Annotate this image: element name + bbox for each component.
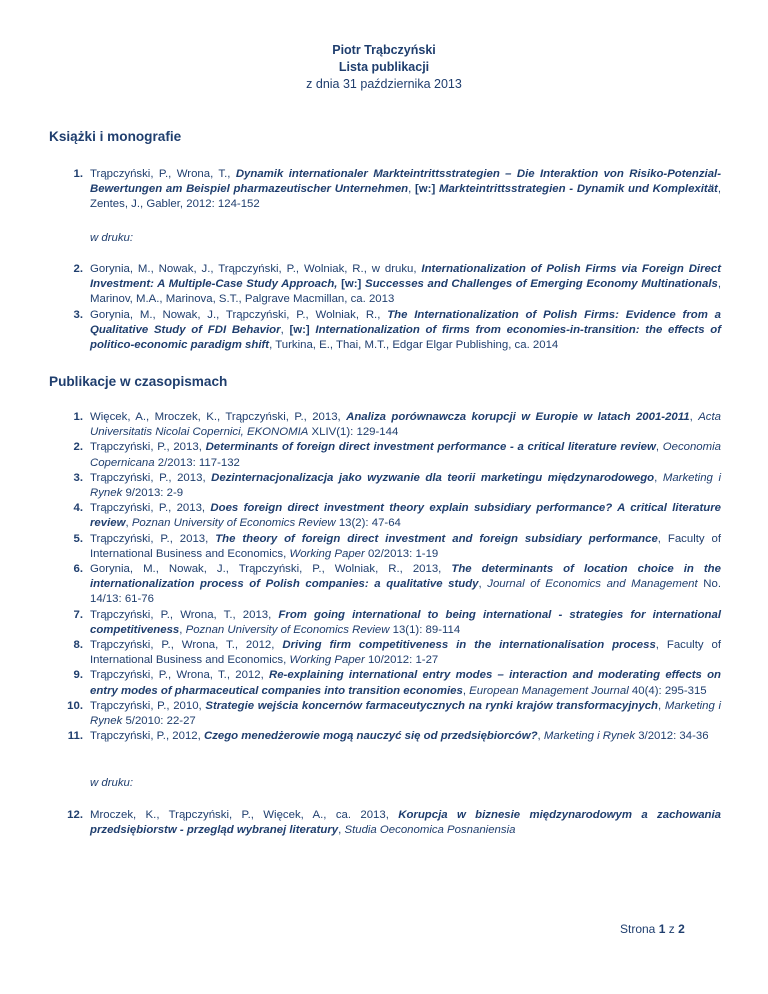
journal-item (49, 699, 721, 729)
item-rest: 2/2013: 117-132 (154, 456, 240, 469)
journal-item (49, 608, 721, 638)
item-authors: Mroczek, K., Trąpczyński, P., Więcek, A., ca. 2013, (90, 809, 399, 821)
item-authors: Gorynia, M., Nowak, J., Trąpczyński, P., Wolniak, R., w druku, (90, 263, 422, 275)
item-separator: , (537, 730, 544, 743)
item-authors: Trąpczyński, P., 2010, (90, 699, 206, 712)
item-rest: 13(1): 89-114 (389, 623, 461, 636)
item-journal: Oeconomia Copernicana (90, 441, 721, 469)
item-book-title: Successes and Challenges of Emerging Economy Multinationals (364, 278, 718, 291)
item-rest: , Zentes, J., Gabler, 2012: 124-152 (90, 183, 721, 211)
journal-item (49, 501, 721, 531)
item-journal: Studia Oeconomica Posnaniensia (344, 824, 516, 837)
item-rest: , Marinov, M.A., Marinova, S.T., Palgrave Macmillan, ca. 2013 (90, 278, 722, 306)
item-number: 6. (73, 563, 83, 576)
item-separator: , (125, 517, 132, 530)
item-authors: Trąpczyński, P., 2013, (90, 441, 206, 454)
item-number: 2. (73, 441, 83, 454)
journal-item (49, 562, 721, 608)
item-rest: No. 14/13: 61-76 (90, 578, 722, 606)
item-separator: , (408, 183, 416, 196)
item-number: 12. (67, 809, 83, 821)
footer-page-total: 2 (678, 922, 685, 936)
item-authors: Trąpczyński, P., 2013, (90, 471, 212, 484)
books-in-press-list (49, 262, 721, 353)
item-number: 5. (73, 532, 83, 545)
document-title: Lista publikacji (338, 60, 430, 74)
book-item (49, 308, 721, 354)
item-number: 7. (73, 608, 83, 621)
journal-item (49, 410, 721, 440)
item-number: 2. (73, 263, 83, 275)
item-journal: Working Paper (289, 654, 365, 667)
item-separator: , (478, 578, 488, 591)
item-title: The Internationalization of Polish Firms: Evidence from a Qualitative Study of FDI Behavior (90, 308, 721, 336)
item-separator: , (462, 684, 470, 697)
item-journal: Poznan University of Economics Review (185, 623, 390, 636)
item-rest: 9/2013: 2-9 (122, 487, 184, 500)
item-rest: 13(2): 47-64 (335, 517, 401, 530)
item-title: Driving firm competitiveness in the internationalisation process (282, 639, 656, 652)
item-title: Re-explaining international entry modes – interaction and moderating effects on entry modes of pharmaceutical companies into transition economies (90, 669, 721, 697)
item-separator: , (179, 623, 186, 636)
item-journal: Marketing i Rynek (90, 699, 721, 728)
item-authors: Trąpczyński, P., Wrona, T., 2012, (90, 639, 283, 652)
journals-in-press-label: w druku: (90, 777, 134, 789)
item-separator: , (280, 323, 290, 336)
item-number: 3. (73, 308, 83, 321)
journal-item (49, 638, 721, 668)
item-journal: Acta Universitatis Nicolai Copernici, EKONOMIA (90, 411, 721, 439)
item-journal: Journal of Economics and Management (487, 578, 698, 591)
item-authors: Trąpczyński, P., Wrona, T., 2012, (90, 669, 269, 682)
item-number: 1. (73, 411, 83, 423)
item-rest: XLIV(1): 129-144 (308, 426, 399, 439)
books-list (49, 167, 721, 213)
item-number: 9. (73, 669, 83, 682)
journal-item (49, 808, 721, 838)
item-separator: , (655, 441, 663, 454)
item-authors: Trąpczyński, P., 2013, (90, 502, 211, 515)
books-in-press-label: w druku: (90, 232, 134, 244)
item-title: Analiza porównawcza korupcji w Europie w latach 2001-2011 (346, 411, 690, 423)
item-rest: 02/2013: 1-19 (364, 547, 439, 560)
item-rest: 40(4): 295-315 (628, 684, 707, 697)
item-number: 11. (67, 730, 83, 743)
item-number: 8. (73, 639, 83, 652)
item-number: 4. (73, 502, 83, 515)
item-number: 10. (67, 699, 83, 712)
item-title: Internationalization of Polish Firms via Foreign Direct Investment: A Multiple-Case Study Approach, (90, 263, 721, 291)
item-separator: , Faculty of International Business and Economics, (90, 532, 721, 560)
journals-list (49, 410, 721, 744)
item-title: Strategie wejścia koncernów farmaceutycznych na rynki krajów transformacyjnych (205, 699, 659, 712)
item-authors: Trąpczyński, P., 2012, (90, 730, 204, 743)
item-authors: Trąpczyński, P., Wrona, T., 2013, (90, 608, 279, 621)
item-authors: Trąpczyński, P., Wrona, T., (90, 168, 236, 180)
item-separator: , (689, 411, 699, 423)
book-item (49, 167, 721, 213)
item-title: Dynamik internationaler Markteintrittsstrategien – Die Interaktion von Risiko-Potenzial-Bewertungen am Beispiel pharmazeutischer Unternehmen (90, 168, 722, 196)
document-date: z dnia 31 października 2013 (306, 77, 462, 91)
item-authors: Gorynia, M., Nowak, J., Trąpczyński, P., Wolniak, R., 2013, (90, 563, 452, 576)
item-title: The theory of foreign direct investment and foreign subsidiary performance (215, 532, 658, 545)
section-heading-journals: Publikacje w czasopismach (49, 374, 228, 389)
item-separator: , (338, 824, 345, 837)
item-rest: 5/2010: 22-27 (122, 715, 196, 728)
journal-item (49, 729, 721, 744)
item-authors: Trąpczyński, P., 2013, (90, 532, 216, 545)
footer-page-number: 1 (658, 922, 666, 936)
journals-in-press-list (49, 808, 721, 838)
item-number: 1. (73, 168, 83, 180)
item-journal: European Management Journal (469, 684, 629, 697)
item-in-marker: [w:] (289, 323, 316, 336)
item-authors: Gorynia, M., Nowak, J., Trąpczyński, P., Wolniak, R., (90, 308, 388, 321)
section-heading-books: Książki i monografie (49, 129, 182, 144)
journal-item (49, 532, 721, 562)
book-item (49, 262, 721, 308)
item-separator: , (654, 471, 663, 484)
item-in-marker: [w:] (341, 278, 365, 291)
item-authors: Więcek, A., Mroczek, K., Trąpczyński, P., 2013, (90, 411, 347, 423)
item-book-title: Internationalization of firms from economies-in-transition: the effects of politico-economic paradigm shift (90, 323, 721, 352)
item-journal: Marketing i Rynek (90, 471, 721, 500)
item-separator: , (658, 699, 665, 712)
item-title: Dezinternacjonalizacja jako wyzwanie dla teorii marketingu międzynarodowego (211, 471, 655, 484)
footer-of-word: z (665, 922, 679, 936)
journal-item (49, 668, 721, 698)
item-number: 3. (73, 471, 83, 484)
journal-item (49, 440, 721, 470)
item-title: The determinants of location choice in the internationalization process of Polish companies: a qualitative study (90, 563, 721, 591)
journal-item (49, 471, 721, 501)
item-title: Does foreign direct investment theory explain subsidiary performance? A critical literature review (90, 502, 721, 530)
item-title: Determinants of foreign direct investment performance - a critical literature review (205, 441, 656, 454)
item-separator: , Faculty of International Business and Economics, (90, 639, 721, 667)
item-rest: , Turkina, E., Thai, M.T., Edgar Elgar Publishing, ca. 2014 (269, 339, 559, 352)
item-rest: 3/2012: 34-36 (635, 730, 709, 743)
item-book-title: Markteintrittsstrategien - Dynamik und Komplexität (438, 183, 718, 196)
item-in-marker: [w:] (415, 183, 439, 196)
item-journal: Marketing i Rynek (543, 730, 636, 743)
item-journal: Poznan University of Economics Review (131, 517, 336, 530)
page-footer (620, 922, 685, 937)
item-journal: Working Paper (289, 547, 365, 560)
item-title: Korupcja w biznesie międzynarodowym a zachowania przedsiębiorstw - przegląd wybranej literatury (90, 809, 721, 837)
item-title: Czego menedżerowie mogą nauczyć się od przedsiębiorców? (203, 730, 538, 743)
author-name: Piotr Trąbczyński (332, 43, 436, 57)
item-title: From going international to being international - strategies for international competitiveness (90, 608, 721, 636)
item-rest: 10/2012: 1-27 (364, 654, 439, 667)
footer-page-word: Strona (620, 922, 659, 936)
